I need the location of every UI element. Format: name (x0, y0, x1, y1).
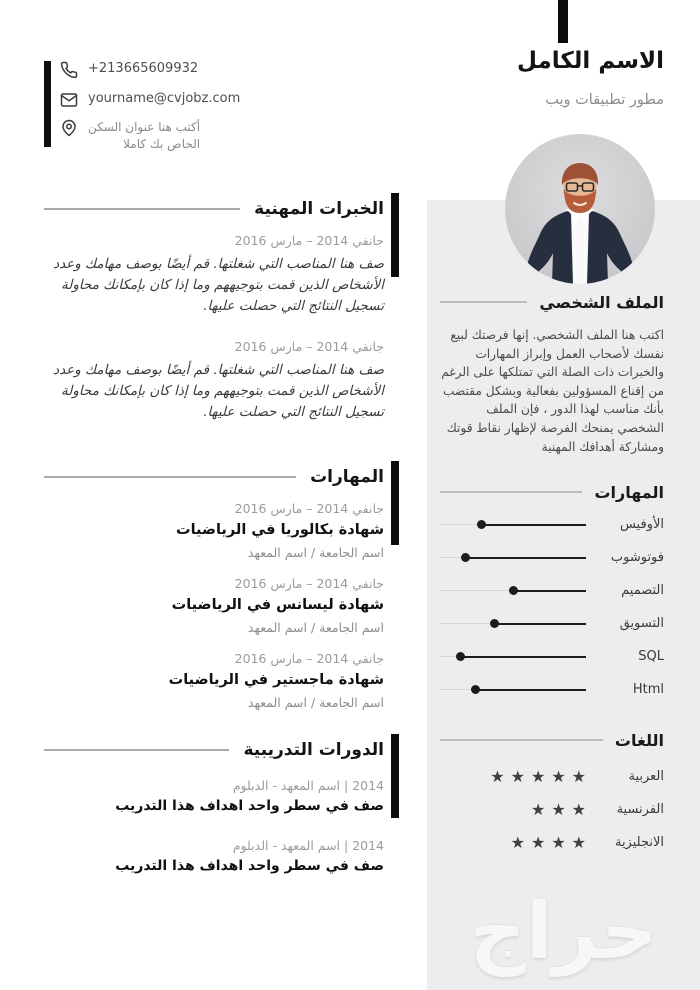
languages-section-header (440, 728, 664, 752)
skills-title: المهارات (594, 482, 664, 502)
education-section (40, 463, 398, 710)
courses-section-header (40, 736, 398, 764)
course-objective: صف في سطر واحد اهداف هذا التدريب (115, 797, 384, 814)
education-section-header (40, 463, 398, 491)
profile-title: الملف الشخصي (539, 292, 664, 312)
experience-section-header (40, 195, 398, 223)
education-item (40, 501, 384, 560)
experience-section (40, 195, 398, 423)
skill-slider[interactable] (440, 617, 586, 631)
experience-description: صف هنا المناصب التي شغلتها. قم أيضًا بوصف مهامك وعدد الأشخاص الذين قمت بتوجيههم وما إذا كان بإمكانك محاولة تسجيل النتائج التي حصلت عليها. (53, 361, 384, 420)
course-item (40, 778, 384, 814)
right-column (427, 0, 700, 990)
education-accent-bar (391, 461, 399, 545)
skill-slider[interactable] (440, 518, 586, 532)
skill-row-office (440, 508, 664, 541)
education-date: جانفي 2014 – مارس 2016 (234, 575, 384, 591)
skill-row-sql (440, 640, 664, 673)
experience-accent-bar (391, 193, 399, 277)
languages-title: اللغات (614, 730, 664, 750)
profile-photo-illustration (504, 133, 656, 285)
full-name: الاسم الكامل (517, 48, 664, 74)
skill-row-marketing (440, 607, 664, 640)
skill-label: SQL (638, 649, 664, 664)
language-label: الفرنسية (616, 802, 664, 817)
education-title: المهارات (310, 466, 384, 487)
experience-item (40, 233, 384, 317)
education-item (40, 651, 384, 710)
skill-label: Html (632, 682, 664, 697)
skill-row-photoshop (440, 541, 664, 574)
skill-row-html (440, 673, 664, 706)
experience-item (40, 339, 384, 423)
skill-label: التسويق (619, 616, 664, 631)
star-rating: ★★★★ (510, 833, 592, 852)
top-accent-bar (558, 0, 568, 43)
experience-title-rule (44, 208, 240, 210)
language-row-french (440, 793, 664, 826)
education-institution: اسم الجامعة / اسم المعهد (247, 694, 384, 710)
slider-dot[interactable] (477, 520, 486, 529)
education-degree: شهادة بكالوريا في الرياضيات (176, 521, 384, 538)
education-degree: شهادة ماجستير في الرياضيات (168, 671, 384, 688)
education-date: جانفي 2014 – مارس 2016 (234, 650, 384, 666)
language-row-english (440, 826, 664, 859)
skills-list (440, 508, 664, 706)
education-date: جانفي 2014 – مارس 2016 (234, 500, 384, 516)
course-meta: 2014 | اسم المعهد - الدبلوم (232, 777, 384, 793)
skill-row-design (440, 574, 664, 607)
location-pin-icon (60, 119, 78, 137)
courses-title: الدورات التدريبية (243, 739, 384, 760)
skills-section-header (440, 480, 664, 504)
skill-label: الأوفيس (619, 517, 664, 532)
slider-dot[interactable] (509, 586, 518, 595)
languages-title-rule (440, 739, 603, 741)
profile-text: اكتب هنا الملف الشخصي. إنها فرصتك لبيع نفسك لأصحاب العمل وإبراز المهارات والخبرات ذات الصلة التي تمتلكها على الرغم من إقناع المسؤولين بفعالية وبشكل مقتضب بأنك مناسب لهذا الدور ، فإن الملف الشخصي يمنحك الفرصة لإظهار نقاط قوتك ومشاركة أهدافك المهنية (441, 328, 664, 454)
education-title-rule (44, 476, 296, 478)
star-rating: ★★★ (530, 800, 592, 819)
skill-slider[interactable] (440, 584, 586, 598)
education-item (40, 576, 384, 635)
phone-number: +213665609932 (88, 61, 199, 76)
experience-title: الخبرات المهنية (254, 199, 384, 219)
skill-slider[interactable] (440, 650, 586, 664)
address-line-1: أكتب هنا عنوان السكن (88, 120, 201, 134)
courses-title-rule (44, 749, 229, 751)
skill-slider[interactable] (440, 551, 586, 565)
contact-phone-row (60, 61, 198, 79)
courses-accent-bar (391, 734, 399, 818)
phone-icon (60, 61, 78, 79)
slider-dot[interactable] (471, 685, 480, 694)
contact-block (40, 55, 398, 155)
skill-slider[interactable] (440, 683, 586, 697)
course-meta: 2014 | اسم المعهد - الدبلوم (232, 837, 384, 853)
email-address: yourname@cvjobz.com (88, 91, 241, 106)
contact-accent-bar (44, 61, 51, 147)
course-item (40, 838, 384, 874)
education-institution: اسم الجامعة / اسم المعهد (247, 544, 384, 560)
job-title: مطور تطبيقات ويب (545, 92, 664, 108)
education-institution: اسم الجامعة / اسم المعهد (247, 619, 384, 635)
experience-date: جانفي 2014 – مارس 2016 (234, 233, 384, 248)
haraj-watermark-logo: حراج (469, 887, 658, 977)
skill-label: فوتوشوب (610, 550, 664, 565)
courses-section (40, 736, 398, 874)
slider-dot[interactable] (461, 553, 470, 562)
languages-list (440, 760, 664, 859)
slider-dot[interactable] (456, 652, 465, 661)
address-text (88, 119, 200, 153)
course-objective: صف في سطر واحد اهداف هذا التدريب (115, 857, 384, 874)
profile-title-rule (440, 301, 527, 303)
skill-label: التصميم (621, 583, 664, 598)
education-degree: شهادة ليسانس في الرياضيات (171, 596, 384, 613)
language-label: العربية (628, 769, 664, 784)
address-line-2: الخاص بك كاملا (123, 137, 201, 151)
envelope-icon (60, 91, 78, 109)
left-column (40, 55, 398, 874)
profile-section-header (440, 290, 664, 314)
profile-photo (504, 133, 656, 285)
skills-title-rule (440, 491, 582, 493)
contact-address-row (60, 119, 200, 153)
experience-date: جانفي 2014 – مارس 2016 (234, 338, 384, 354)
experience-description: صف هنا المناصب التي شغلتها. قم أيضًا بوصف مهامك وعدد الأشخاص الذين قمت بتوجيههم وما إذا كان بإمكانك محاولة تسجيل النتائج التي حصلت عليها. (53, 256, 384, 314)
language-label: الانجليزية (614, 835, 664, 850)
contact-email-row (60, 91, 240, 109)
language-row-arabic (440, 760, 664, 793)
star-rating: ★★★★★ (490, 767, 592, 786)
slider-dot[interactable] (490, 619, 499, 628)
